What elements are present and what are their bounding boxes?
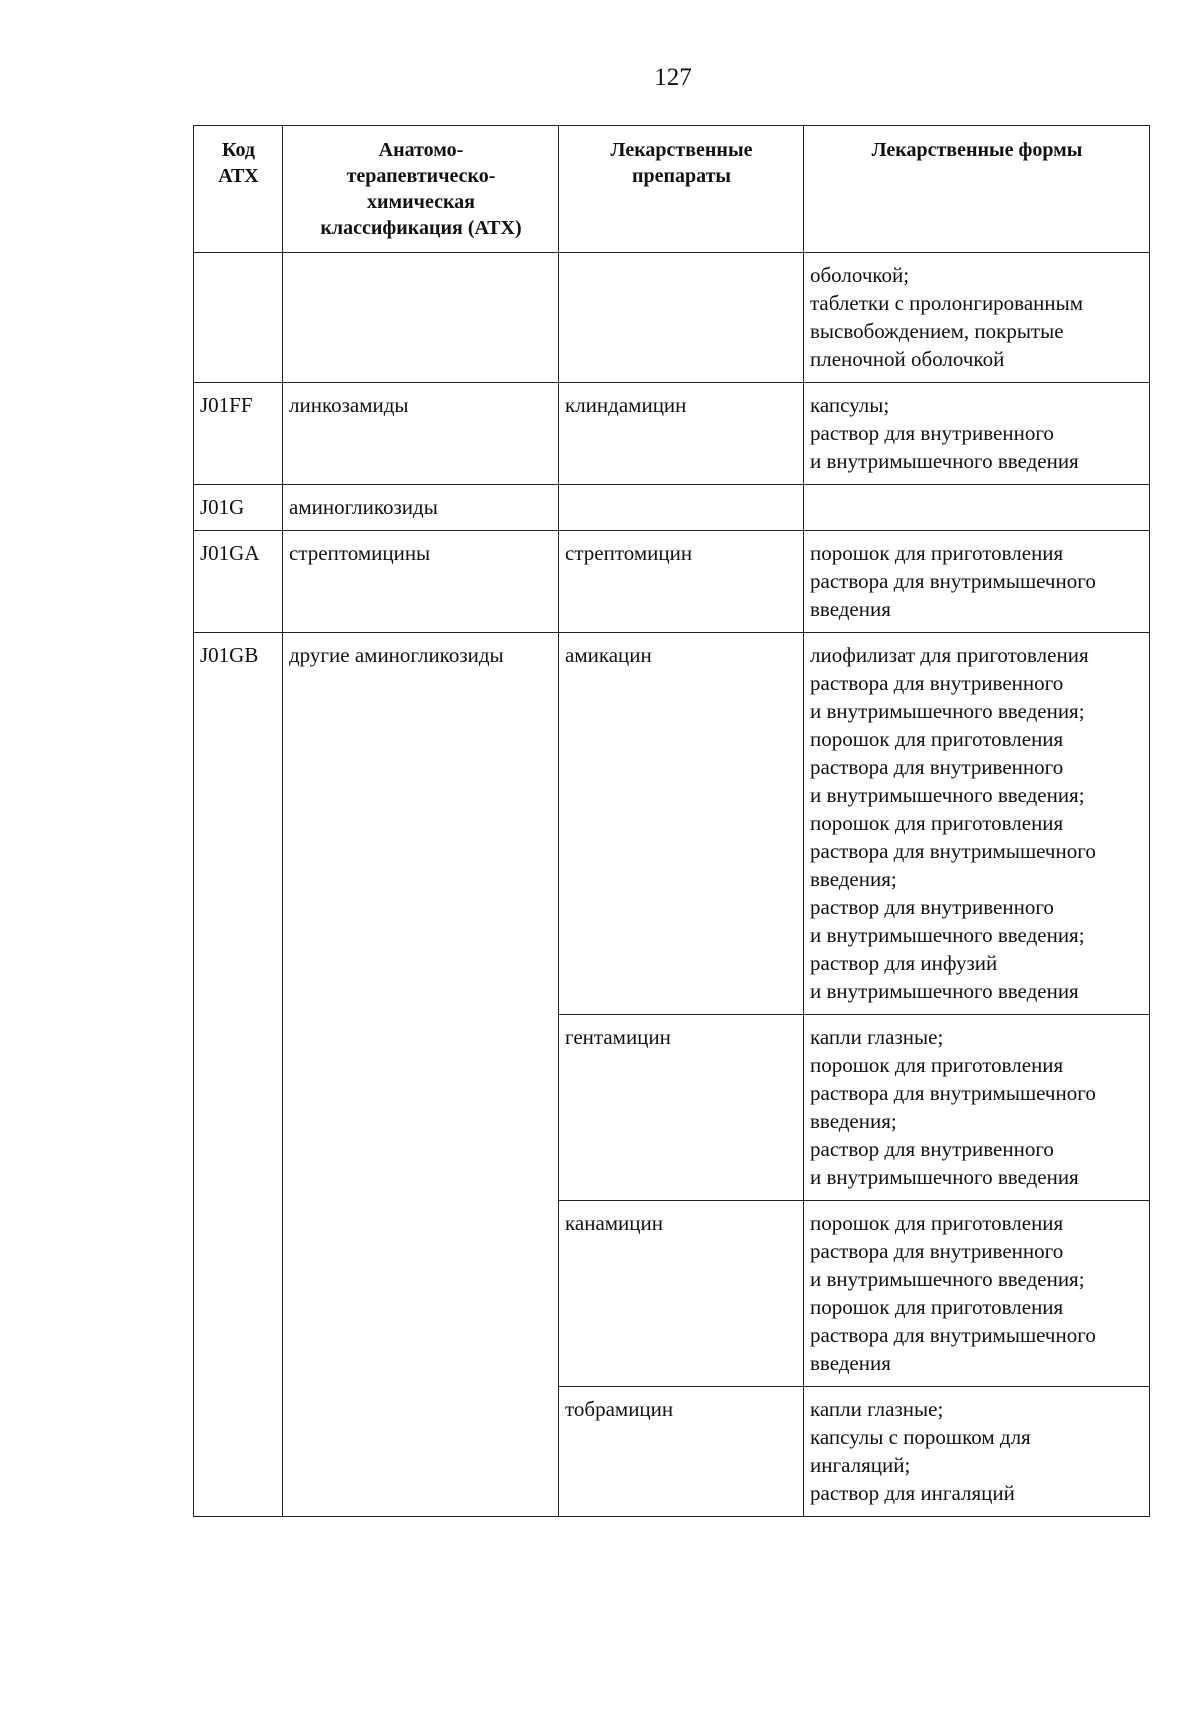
cell-classification: аминогликозиды — [283, 485, 559, 531]
cell-code: J01GB — [194, 633, 283, 1517]
cell-forms: лиофилизат для приготовления раствора для внутривенного и внутримышечного введения; порошок для приготовления раствора для внутривенного и внутримышечного введения; порошок для приготовления раствора для внутримышечного введения; раствор для внутривенного и внутримышечного введения; раствор для инфузий и внутримышечного введения — [804, 633, 1150, 1015]
cell-forms: порошок для приготовления раствора для внутривенного и внутримышечного введения; порошок для приготовления раствора для внутримышечного введения — [804, 1201, 1150, 1387]
cell-forms: порошок для приготовления раствора для внутримышечного введения — [804, 531, 1150, 633]
header-forms: Лекарственные формы — [804, 126, 1150, 253]
atx-table — [193, 125, 1150, 1517]
cell-code — [194, 253, 283, 383]
cell-classification: другие аминогликозиды — [283, 633, 559, 1517]
table-row — [194, 633, 1150, 1015]
cell-forms — [804, 485, 1150, 531]
cell-code: J01GA — [194, 531, 283, 633]
cell-drug: канамицин — [559, 1201, 804, 1387]
header-code: Код АТХ — [194, 126, 283, 253]
cell-forms: капли глазные; порошок для приготовления раствора для внутримышечного введения; раствор для внутривенного и внутримышечного введения — [804, 1015, 1150, 1201]
cell-drug — [559, 253, 804, 383]
table-row — [194, 383, 1150, 485]
cell-drug: клиндамицин — [559, 383, 804, 485]
header-classification: Анатомо- терапевтическо- химическая классификация (АТХ) — [283, 126, 559, 253]
cell-drug: тобрамицин — [559, 1387, 804, 1517]
cell-drug — [559, 485, 804, 531]
table-row — [194, 253, 1150, 383]
cell-drug: гентамицин — [559, 1015, 804, 1201]
cell-drug: амикацин — [559, 633, 804, 1015]
cell-drug: стрептомицин — [559, 531, 804, 633]
cell-classification: стрептомицины — [283, 531, 559, 633]
table-row — [194, 531, 1150, 633]
cell-forms: капсулы; раствор для внутривенного и внутримышечного введения — [804, 383, 1150, 485]
cell-classification — [283, 253, 559, 383]
table-row — [194, 485, 1150, 531]
header-drugs: Лекарственные препараты — [559, 126, 804, 253]
cell-code: J01FF — [194, 383, 283, 485]
page-number: 127 — [654, 64, 692, 91]
cell-forms: капли глазные; капсулы с порошком для ингаляций; раствор для ингаляций — [804, 1387, 1150, 1517]
cell-forms: оболочкой; таблетки с пролонгированным высвобождением, покрытые пленочной оболочкой — [804, 253, 1150, 383]
cell-code: J01G — [194, 485, 283, 531]
table-header-row — [194, 126, 1150, 253]
cell-classification: линкозамиды — [283, 383, 559, 485]
